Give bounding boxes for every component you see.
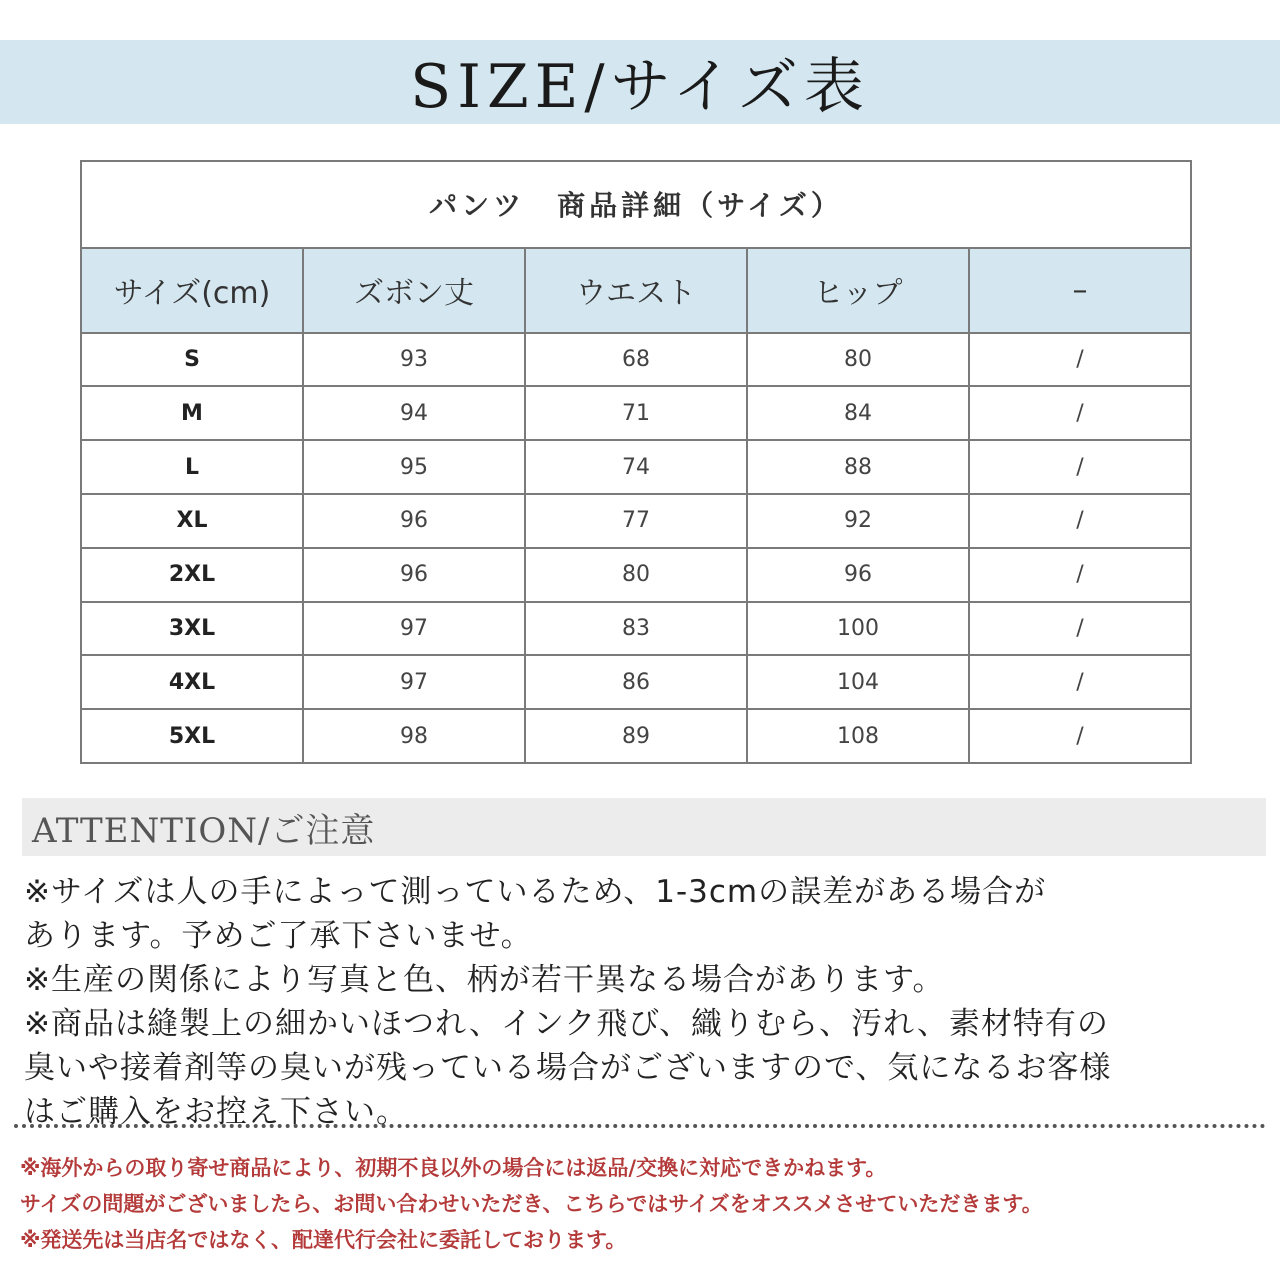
size-cell: 2XL [81, 548, 303, 602]
dotted-divider [14, 1124, 1266, 1128]
size-cell: M [81, 386, 303, 440]
size-cell: S [81, 333, 303, 387]
hip-cell: 92 [747, 494, 969, 548]
warning-line: ※発送先は当店名ではなく、配達代行会社に委託しております。 [20, 1228, 627, 1252]
extra-cell: / [969, 440, 1191, 494]
hip-cell: 88 [747, 440, 969, 494]
table-row [81, 655, 1191, 709]
hip-cell: 80 [747, 333, 969, 387]
waist-cell: 83 [525, 602, 747, 656]
note-line: はご購入をお控え下さい。 [24, 1094, 408, 1130]
attention-banner [22, 798, 1266, 856]
table-row [81, 494, 1191, 548]
table-row [81, 548, 1191, 602]
note-line: ※サイズは人の手によって測っているため、1-3cmの誤差がある場合が [24, 874, 1047, 910]
waist-cell: 80 [525, 548, 747, 602]
warning-line: ※海外からの取り寄せ商品により、初期不良以外の場合には返品/交換に対応できかねます。 [20, 1156, 887, 1180]
length-cell: 95 [303, 440, 525, 494]
table-caption: パンツ 商品詳細（サイズ） [81, 161, 1191, 248]
attention-heading: ATTENTION/ご注意 [32, 810, 376, 851]
size-cell: 5XL [81, 709, 303, 763]
extra-cell: / [969, 386, 1191, 440]
header-waist: ウエスト [525, 248, 747, 333]
extra-cell: / [969, 709, 1191, 763]
note-line: 臭いや接着剤等の臭いが残っている場合がございますので、気になるお客様 [24, 1050, 1112, 1086]
table-caption-row [81, 161, 1191, 248]
table-header-row [81, 248, 1191, 333]
warning-line: サイズの問題がございましたら、お問い合わせいただき、こちらではサイズをオススメさせていただきます。 [20, 1192, 1043, 1216]
header-hip: ヒップ [747, 248, 969, 333]
extra-cell: / [969, 548, 1191, 602]
warning-notes [20, 1150, 1270, 1258]
note-line: ※生産の関係により写真と色、柄が若干異なる場合があります。 [24, 962, 945, 998]
waist-cell: 77 [525, 494, 747, 548]
hip-cell: 108 [747, 709, 969, 763]
waist-cell: 74 [525, 440, 747, 494]
note-line: あります。予めご了承下さいませ。 [24, 918, 533, 954]
hip-cell: 84 [747, 386, 969, 440]
attention-notes [24, 870, 1264, 1134]
page-title: SIZE/サイズ表 [410, 52, 870, 122]
length-cell: 94 [303, 386, 525, 440]
note-line: ※商品は縫製上の細かいほつれ、インク飛び、織りむら、汚れ、素材特有の [24, 1006, 1109, 1042]
waist-cell: 89 [525, 709, 747, 763]
hip-cell: 96 [747, 548, 969, 602]
table-row [81, 386, 1191, 440]
length-cell: 98 [303, 709, 525, 763]
size-cell: 4XL [81, 655, 303, 709]
table-row [81, 440, 1191, 494]
waist-cell: 68 [525, 333, 747, 387]
header-size: サイズ(cm) [81, 248, 303, 333]
extra-cell: / [969, 494, 1191, 548]
hip-cell: 100 [747, 602, 969, 656]
hip-cell: 104 [747, 655, 969, 709]
extra-cell: / [969, 655, 1191, 709]
header-length: ズボン丈 [303, 248, 525, 333]
table-row [81, 602, 1191, 656]
length-cell: 93 [303, 333, 525, 387]
size-table [80, 160, 1192, 764]
length-cell: 96 [303, 548, 525, 602]
size-cell: L [81, 440, 303, 494]
waist-cell: 86 [525, 655, 747, 709]
waist-cell: 71 [525, 386, 747, 440]
table-row [81, 333, 1191, 387]
length-cell: 97 [303, 602, 525, 656]
title-banner [0, 40, 1280, 124]
size-cell: 3XL [81, 602, 303, 656]
length-cell: 97 [303, 655, 525, 709]
header-extra: – [969, 248, 1191, 333]
size-cell: XL [81, 494, 303, 548]
extra-cell: / [969, 333, 1191, 387]
extra-cell: / [969, 602, 1191, 656]
table-row [81, 709, 1191, 763]
length-cell: 96 [303, 494, 525, 548]
